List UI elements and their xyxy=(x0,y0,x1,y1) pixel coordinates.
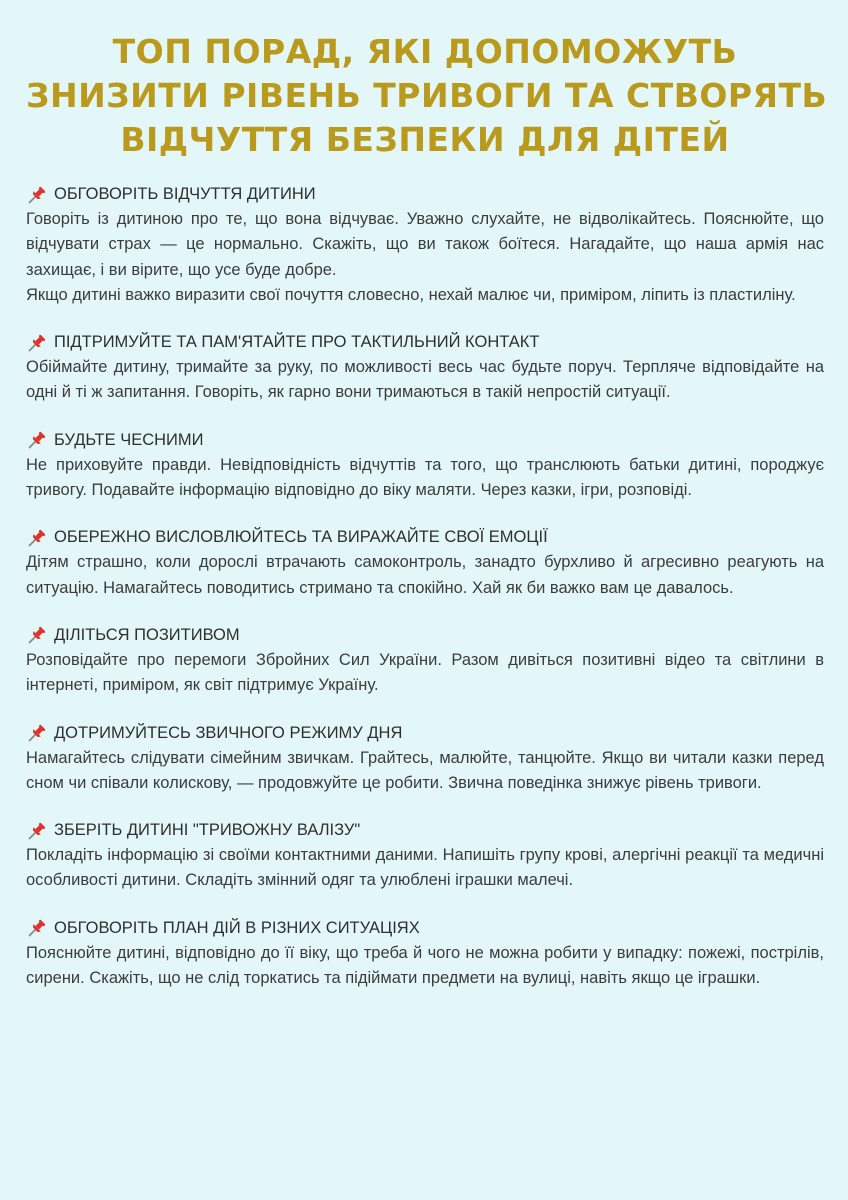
tip-section xyxy=(26,818,824,894)
tip-heading-text: БУДЬТЕ ЧЕСНИМИ xyxy=(54,430,204,449)
pushpin-icon xyxy=(26,722,48,744)
tip-paragraph: Обіймайте дитину, тримайте за руку, по можливості весь час будьте поруч. Терпляче відповідайте на одні й ті ж запитання. Говоріть, як гарно вони тримаються в такій непростій ситуації. xyxy=(26,358,824,402)
tip-section xyxy=(26,721,824,797)
tip-heading xyxy=(26,623,824,648)
tip-section xyxy=(26,182,824,308)
tip-section xyxy=(26,623,824,699)
pushpin-icon xyxy=(26,917,48,939)
tip-body xyxy=(26,207,824,308)
tip-paragraph: Пояснюйте дитині, відповідно до її віку, що треба й чого не можна робити у випадку: пожежі, пострілів, сирени. Скажіть, що не слід торкатись та підіймати предмети на вулиці, навіть якщо це іграшки. xyxy=(26,943,824,988)
title-line: ВІДЧУТТЯ БЕЗПЕКИ ДЛЯ ДІТЕЙ xyxy=(120,120,730,159)
tip-heading xyxy=(26,182,824,207)
pushpin-icon xyxy=(26,184,48,206)
tip-paragraph: Дітям страшно, коли дорослі втрачають самоконтроль, занадто бурхливо й агресивно реагують на ситуацію. Намагайтесь поводитись стримано та спокійно. Хай як би важко вам це давалось. xyxy=(26,553,824,597)
pushpin-icon xyxy=(26,429,48,451)
tip-heading-text: ОБГОВОРІТЬ ВІДЧУТТЯ ДИТИНИ xyxy=(54,185,316,203)
tip-paragraph: Не приховуйте правди. Невідповідність відчуттів та того, що транслюють батьки дитині, породжує тривогу. Подавайте інформацію відповідно до віку маляти. Через казки, ігри, розповіді. xyxy=(26,455,824,500)
title-line: ТОП ПОРАД, ЯКІ ДОПОМОЖУТЬ xyxy=(112,32,738,71)
tip-paragraph: Намагайтесь слідувати сімейним звичкам. Грайтесь, малюйте, танцюйте. Якщо ви читали казки перед сном чи співали колискову, — продовжуйте це робити. Звична поведінка знижує рівень тривоги. xyxy=(26,748,824,792)
tip-body xyxy=(26,648,824,699)
pushpin-icon xyxy=(26,527,48,549)
pushpin-icon xyxy=(26,332,48,354)
tip-paragraph: Розповідайте про перемоги Збройних Сил України. Разом дивіться позитивні відео та світлини в інтернеті, приміром, як світ підтримує Україну. xyxy=(26,650,824,695)
tip-section xyxy=(26,525,824,601)
tip-heading xyxy=(26,525,824,550)
tip-heading-text: ДІЛІТЬСЯ ПОЗИТИВОМ xyxy=(54,625,240,644)
tip-heading-text: ОБЕРЕЖНО ВИСЛОВЛЮЙТЕСЬ ТА ВИРАЖАЙТЕ СВОЇ ЕМОЦІЇ xyxy=(54,528,548,547)
tip-heading-text: ДОТРИМУЙТЕСЬ ЗВИЧНОГО РЕЖИМУ ДНЯ xyxy=(54,723,403,742)
tip-body xyxy=(26,843,824,894)
tip-heading-text: ЗБЕРІТЬ ДИТИНІ "ТРИВОЖНУ ВАЛІЗУ" xyxy=(54,821,361,840)
tip-section xyxy=(26,916,824,992)
tip-body xyxy=(26,355,824,406)
tip-section xyxy=(26,330,824,406)
tip-body xyxy=(26,453,824,504)
page-title xyxy=(26,30,828,162)
tip-body xyxy=(26,746,824,797)
tip-heading xyxy=(26,721,824,746)
tip-heading xyxy=(26,330,824,355)
title-line: ЗНИЗИТИ РІВЕНЬ ТРИВОГИ ТА СТВОРЯТЬ xyxy=(26,76,828,115)
tip-heading xyxy=(26,916,824,941)
tip-paragraph: Покладіть інформацію зі своїми контактними даними. Напишіть групу крові, алергічні реакції та медичні особливості дитини. Складіть змінний одяг та улюблені іграшки малечі. xyxy=(26,846,824,890)
tip-body xyxy=(26,550,824,601)
pushpin-icon xyxy=(26,820,48,842)
tip-heading xyxy=(26,428,824,453)
tip-body xyxy=(26,941,824,992)
tip-paragraph: Говоріть із дитиною про те, що вона відчуває. Уважно слухайте, не відволікайтесь. Пояснюйте, що відчувати страх — це нормально. Скажіть, що ви також боїтеся. Нагадайте, що наша армія нас захищає, і ви вірите, що усе буде добре. xyxy=(26,210,824,279)
tip-paragraph: Якщо дитині важко виразити свої почуття словесно, нехай малює чи, приміром, ліпить із пластиліну. xyxy=(26,285,796,304)
tip-heading-text: ПІДТРИМУЙТЕ ТА ПАМ'ЯТАЙТЕ ПРО ТАКТИЛЬНИЙ КОНТАКТ xyxy=(54,333,540,352)
tip-heading-text: ОБГОВОРІТЬ ПЛАН ДІЙ В РІЗНИХ СИТУАЦІЯХ xyxy=(54,918,420,937)
tip-heading xyxy=(26,818,824,843)
tip-section xyxy=(26,428,824,504)
pushpin-icon xyxy=(26,624,48,646)
